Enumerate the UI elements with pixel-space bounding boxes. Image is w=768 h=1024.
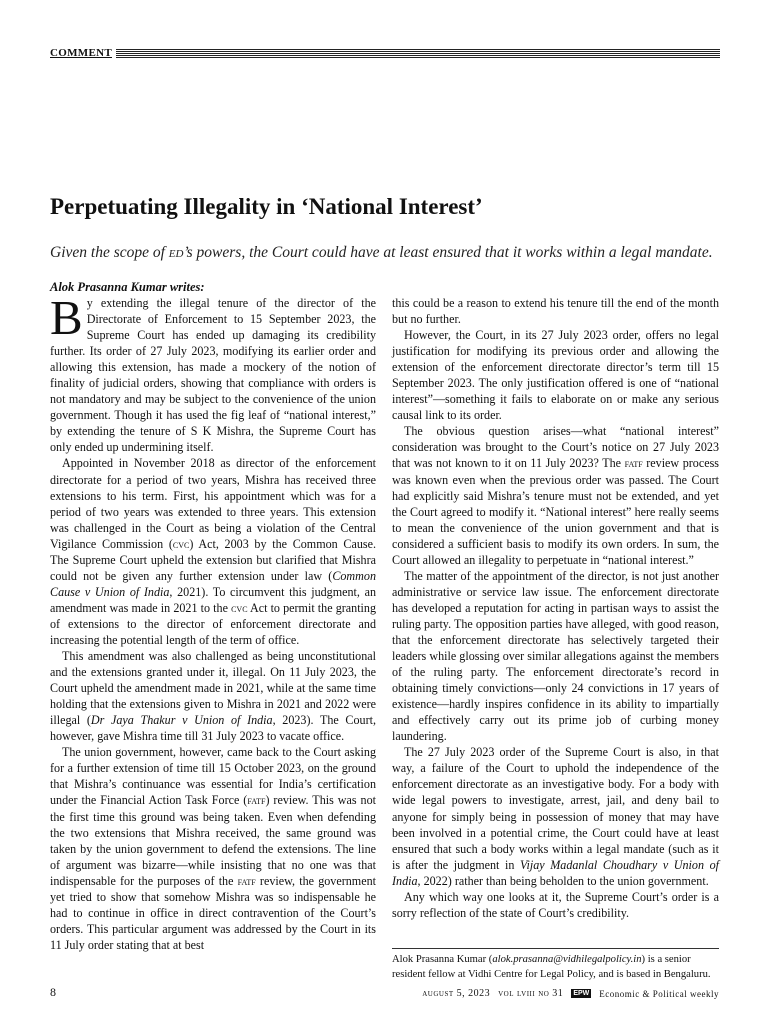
paragraph: Any which way one looks at it, the Supreme Court’s order is a sorry reflection of the state of Court’s credibility. — [392, 889, 719, 920]
article-deck — [50, 244, 713, 262]
article-byline: Alok Prasanna Kumar writes: — [50, 280, 205, 294]
abbrev-fatf: fatf — [624, 456, 643, 471]
paragraph: However, the Court, in its 27 July 2023 order, offers no legal justification for modifying its previous order and allowing the extension of the enforcement directorate director’s term till 15 September 2023. The only justification offered is one of “national interest”—something it fails to elaborate on or make any serious causal link to its order. — [392, 328, 719, 423]
paragraph-text: , 2022) rather than being beholden to the union government. — [417, 873, 709, 888]
author-email: alok.prasanna@vidhilegalpolicy.in — [492, 954, 642, 965]
section-name: COMMENT — [50, 47, 112, 59]
case-name: Vijay Madanlal Choudhary v Union of India — [392, 857, 719, 888]
paragraph-text: The union government, however, came back to the Court asking for a further extension of time till 15 October 2023, on the ground that Mishra’s continuance was essential for India’s certification under the Financial Action Task Force ( — [50, 745, 376, 808]
section-rule — [116, 49, 720, 58]
paragraph-text: The 27 July 2023 order of the Supreme Court is also, in that way, a failure of the Court to uphold the independence of the enforcement directorate as an investigative body. For a body with wide legal powers to investigate, arrest, jail, and deny bail to anyone for simply being in possession of money that may have been involved in a potential crime, the Court could have at least ensured that such a body works within a legal mandate (such as it is after the judgment in — [392, 745, 719, 872]
section-label — [50, 46, 720, 60]
left-column — [50, 290, 377, 953]
drop-cap: B — [50, 290, 83, 345]
paragraph: this could be a reason to extend his tenure till the end of the month but no further. — [392, 296, 719, 327]
paragraph-text: y extending the illegal tenure of the director of the Directorate of Enforcement to 15 September 2023, the Supreme Court has ended up damaging its credibility further. Its order of 27 July 2023, modifying its earlier order and allowing this extension, has made a mockery of the notion of finality of judicial orders, showing that compliance with orders is not mandatory and may be subject to the convenience of the union government. Though it has used the fig leaf of “national interest,” by extending the tenure of S K Mishra, the Supreme Court has only ended up undermining itself. — [50, 296, 376, 455]
right-column — [392, 295, 719, 921]
paragraph-text: ) Act, 2003 by the Common Cause. The Supreme Court upheld the extension but clarified that Mishra could not be given any further extension under law ( — [50, 536, 376, 583]
deck-abbrev: ed — [168, 244, 184, 261]
abbrev-cvc: cvc — [172, 536, 190, 551]
page-number: 8 — [50, 985, 56, 999]
paragraph-text: review, the government yet tried to show that somehow Mishra was so indispensable he had to continue in office in direct contravention of the Court’s orders. This particular argument was addressed by the Court in its 11 July order stating that at best — [50, 873, 376, 952]
issue-volume: vol lviii no 31 — [498, 988, 564, 999]
paragraph-text: review process was known even when the previous order was passed. The Court had explicitly said Mishra’s tenure must not be extended, and yet the Court agreed to modify it. “National interest” here really seems to mean the convenience of the union government and that is considered a sufficient basis to modify its own orders. In sum, the Court allowed an illegality to perpetuate in “national interest.” — [392, 456, 719, 567]
paragraph — [50, 744, 376, 953]
paragraph-text: The obvious question arises—what “national interest” consideration was brought to the Court’s notice on 27 July 2023 that was not known to it on 11 July 2023? The — [392, 424, 719, 471]
paragraph — [50, 648, 376, 744]
case-name: Common Cause v Union of India — [50, 568, 376, 599]
footnote-text — [392, 952, 719, 982]
page-footer — [422, 988, 719, 999]
abbrev-fatf: fatf — [237, 873, 256, 888]
journal-name: Economic & Political weekly — [599, 988, 719, 999]
paragraph — [50, 290, 376, 455]
paragraph-text: Act to permit the granting of extensions to the director of enforcement directorate and increasing the potential length of the term of office. — [50, 600, 377, 647]
paragraph-text: ) review. This was not the first time this ground was being taken. Even when defending the two extensions that Mishra received, the same ground was taken by the union government to defend the extensions. The line of argument was bizarre—while insisting that no one was that indispensable for the purposes of the — [50, 793, 376, 888]
deck-text-2: ’s powers, the Court could have at least ensured that it works within a legal mandate. — [183, 244, 713, 261]
epw-logo: EPW — [573, 990, 590, 997]
footnote-part: ) is a senior resident fellow at Vidhi Centre for Legal Policy, and is based in Bengaluru. — [392, 954, 711, 980]
paragraph-text: Appointed in November 2018 as director of the enforcement directorate for a period of two years, Mishra has received three extensions to his term. First, his appointment which was for a period of two years was extended to three years. This extension was challenged in the Court as being a violation of the Central Vigilance Commission ( — [50, 456, 376, 551]
paragraph — [50, 455, 376, 648]
paragraph-text: , 2023). The Court, however, gave Mishra time till 31 July 2023 to vacate office. — [50, 713, 376, 744]
case-name: Dr Jaya Thakur v Union of India — [90, 713, 273, 728]
author-footnote — [392, 948, 719, 982]
paragraph — [392, 423, 719, 567]
paragraph-text: , 2021). To circumvent this judgment, an amendment was made in 2021 to the — [50, 584, 377, 615]
paragraph-text: This amendment was also challenged as being unconstitutional and the extensions granted under it, illegal. On 11 July 2023, the Court upheld the amendment made in 2021, while at the same time holding that the extensions given to Mishra in 2021 and 2022 were illegal ( — [50, 649, 376, 728]
paragraph: The matter of the appointment of the director, is not just another administrative or service law issue. The enforcement directorate has developed a reputation for acting in partisan ways to assist the ruling party. The opposition parties have alleged, with good reason, that the enforcement directorate has selectively targeted their leaders while glossing over similar allegations against the members of the ruling party. The enforcement directorate’s record in obtaining timely convictions—only 24 convictions in 17 years of existence—hardly inspires confidence in its ability to impartially and effectively carry out its prime job of curbing money laundering. — [392, 568, 719, 744]
paragraph — [392, 744, 719, 888]
deck-text-1: Given the scope of — [50, 244, 169, 261]
footnote-part: Alok Prasanna Kumar ( — [392, 954, 493, 965]
article-headline: Perpetuating Illegality in ‘National Interest’ — [50, 194, 483, 219]
abbrev-cvc: cvc — [231, 600, 248, 615]
abbrev-fatf: fatf — [247, 793, 266, 808]
issue-date: august 5, 2023 — [422, 988, 491, 999]
